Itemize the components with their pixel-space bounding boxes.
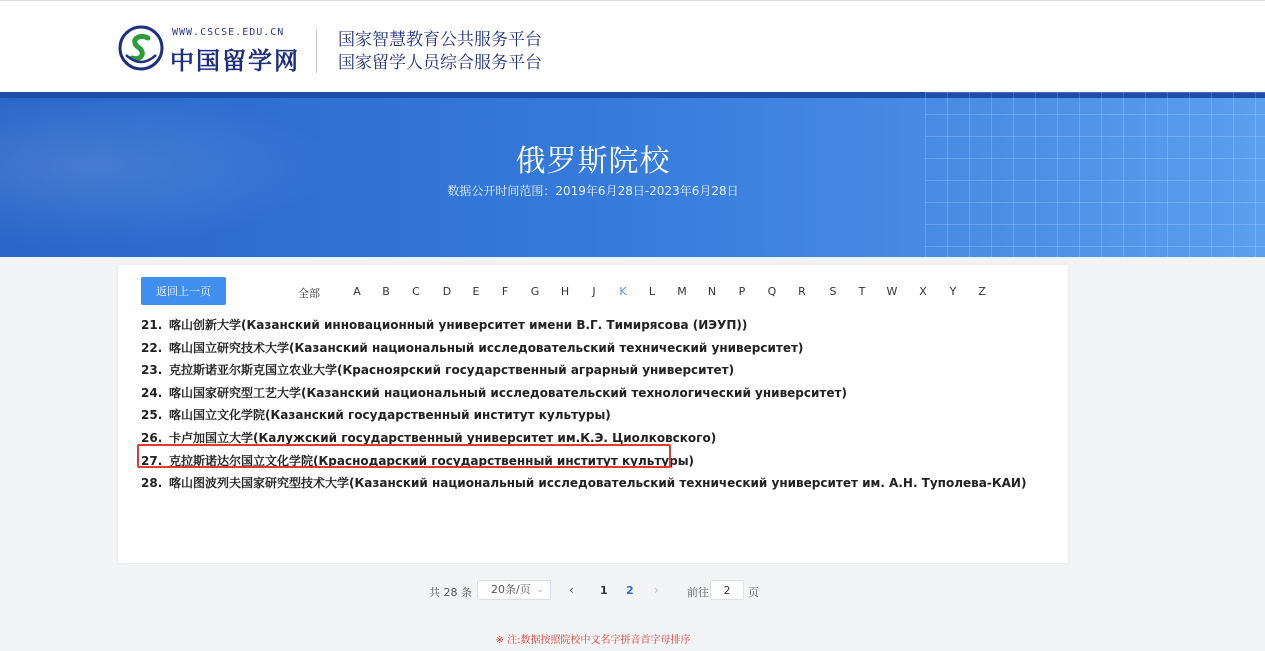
- pagination-total: 共 28 条: [429, 586, 472, 599]
- letter-filter-e[interactable]: E: [472, 285, 480, 298]
- platform-title-2: 国家留学人员综合服务平台: [338, 53, 542, 73]
- letter-filter-h[interactable]: H: [560, 285, 570, 298]
- letter-filter-d[interactable]: D: [442, 285, 452, 298]
- platform-title-1: 国家智慧教育公共服务平台: [338, 30, 542, 50]
- letter-filter-x[interactable]: X: [919, 285, 927, 298]
- page-number-1[interactable]: 1: [600, 584, 608, 597]
- letter-filter-k[interactable]: K: [619, 285, 627, 298]
- goto-label: 前往: [687, 586, 709, 599]
- next-page-icon[interactable]: ›: [654, 583, 659, 597]
- letter-filter-p[interactable]: P: [738, 285, 746, 298]
- school-name: 喀山图波列夫国家研究型技术大学(Казанский национальный исследовательский технический университет им. А.Н. Туполева-КАИ): [169, 476, 1027, 491]
- school-list-item[interactable]: [141, 472, 1041, 495]
- letter-filter-j[interactable]: J: [592, 285, 596, 298]
- letter-filter-r[interactable]: R: [798, 285, 806, 298]
- goto-page-input[interactable]: [710, 580, 744, 600]
- school-list-item[interactable]: [141, 382, 1041, 405]
- highlight-annotation-box: [137, 444, 671, 468]
- school-index: 24.: [141, 385, 163, 400]
- school-index: 28.: [141, 476, 163, 491]
- goto-page-suffix: 页: [748, 586, 759, 599]
- chevron-down-icon: ⌄: [536, 585, 544, 595]
- school-name: 卡卢加国立大学(Калужский государственный университет им.К.Э. Циолковского): [169, 430, 717, 445]
- sort-note: ※ 注:数据按照院校中文名字拼音首字母排序: [495, 635, 691, 646]
- letter-filter-n[interactable]: N: [707, 285, 717, 298]
- school-index: 25.: [141, 408, 163, 423]
- letter-filter-all[interactable]: 全部: [298, 287, 320, 300]
- school-name: 克拉斯诺达尔国立文化学院(Краснодарский государственный институт культуры): [169, 453, 695, 468]
- header-titles: [338, 29, 542, 75]
- letter-filter-bar: [118, 285, 1068, 301]
- letter-filter-a[interactable]: A: [353, 285, 361, 298]
- school-name: 喀山国立文化学院(Казанский государственный институт культуры): [169, 408, 611, 423]
- school-index: 26.: [141, 430, 163, 445]
- back-button[interactable]: 返回上一页: [141, 277, 226, 305]
- letter-filter-y[interactable]: Y: [949, 285, 957, 298]
- letter-filter-t[interactable]: T: [858, 285, 866, 298]
- school-list-item[interactable]: [141, 337, 1041, 360]
- letter-filter-w[interactable]: W: [886, 285, 898, 298]
- header-divider: [316, 29, 317, 73]
- page-title: 俄罗斯院校: [515, 144, 671, 179]
- school-index: 22.: [141, 340, 163, 355]
- school-list-item[interactable]: [141, 359, 1041, 382]
- school-list-card: [118, 265, 1068, 563]
- pagination: [0, 580, 1265, 602]
- school-index: 27.: [141, 453, 163, 468]
- letter-filter-s[interactable]: S: [829, 285, 837, 298]
- logo-url-text: WWW.CSCSE.EDU.CN: [172, 27, 285, 38]
- letter-filter-m[interactable]: M: [677, 285, 687, 298]
- logo-name-text: 中国留学网: [170, 46, 300, 75]
- school-list-item[interactable]: [141, 314, 1041, 337]
- prev-page-icon[interactable]: ‹: [569, 583, 574, 597]
- school-name: 克拉斯诺亚尔斯克国立农业大学(Красноярский государственный аграрный университет): [169, 363, 735, 378]
- letter-filter-q[interactable]: Q: [767, 285, 777, 298]
- letter-filter-z[interactable]: Z: [978, 285, 986, 298]
- school-name: 喀山创新大学(Казанский инновационный университет имени В.Г. Тимирясова (ИЭУП)): [169, 318, 748, 332]
- letter-filter-l[interactable]: L: [648, 285, 656, 298]
- school-index: 21.: [141, 318, 163, 332]
- school-name: 喀山国家研究型工艺大学(Казанский национальный исследовательский технологический университет): [169, 385, 847, 400]
- school-index: 23.: [141, 363, 163, 378]
- data-range-subtitle: 数据公开时间范围：2019年6月28日-2023年6月28日: [447, 184, 739, 198]
- letter-filter-f[interactable]: F: [501, 285, 509, 298]
- letter-filter-c[interactable]: C: [412, 285, 420, 298]
- letter-filter-g[interactable]: G: [530, 285, 540, 298]
- page-size-select[interactable]: [477, 580, 551, 600]
- site-header: [0, 0, 1265, 93]
- site-logo[interactable]: [118, 23, 308, 77]
- page-banner: [0, 92, 1265, 257]
- letter-filter-b[interactable]: B: [382, 285, 390, 298]
- cscse-logo-icon: [118, 25, 164, 71]
- page-number-2[interactable]: 2: [626, 584, 634, 597]
- school-name: 喀山国立研究技术大学(Казанский национальный исследовательский технический университет): [169, 340, 804, 355]
- school-list-item[interactable]: [141, 404, 1041, 427]
- page-size-value: 20条/页: [491, 583, 531, 596]
